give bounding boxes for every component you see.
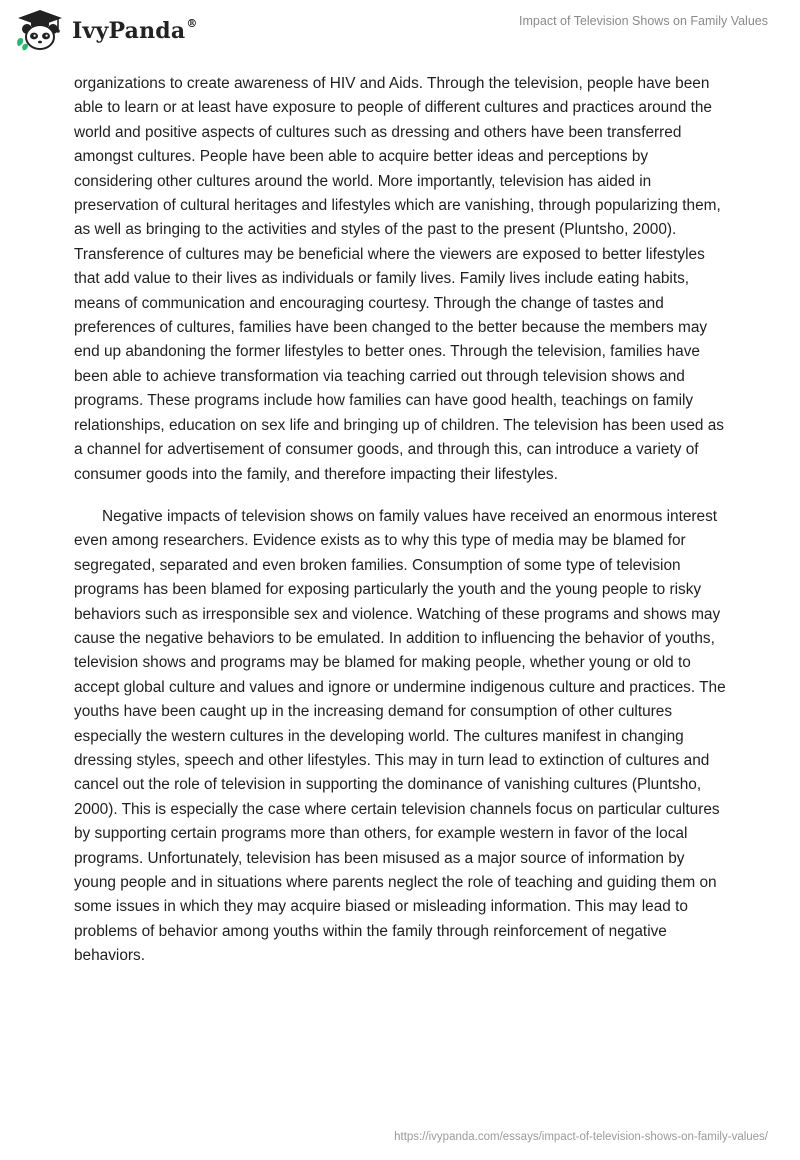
page-header <box>0 0 800 64</box>
paragraph: organizations to create awareness of HIV and Aids. Through the television, people have been able to learn or at least have exposure to people of different cultures and practices around the world and positive aspects of cultures such as dressing and others have been transferred amongst cultures. People have been able to acquire better ideas and perceptions by considering other cultures around the world. More importantly, television has aided in preservation of cultural heritages and lifestyles which are vanishing, through popularizing them, as well as bringing to the activities and styles of the past to the present (Pluntsho, 2000). Transference of cultures may be beneficial where the viewers are exposed to better lifestyles that add value to their lives as individuals or family lives. Family lives include eating habits, means of communication and encouraging courtesy. Through the change of tastes and preferences of cultures, families have been changed to the better because the members may end up abandoning the former lifestyles to better ones. Through the television, families have been able to achieve transformation via teaching carried out through television shows and programs. These programs include how families can have good health, teachings on family relationships, education on sex life and bringing up of children. The television has been used as a channel for advertisement of consumer goods, and through this, can introduce a variety of consumer goods into the family, and therefore impacting their lifestyles. <box>74 75 724 483</box>
essay-body <box>74 72 726 969</box>
registered-mark: ® <box>186 16 198 30</box>
panda-graduation-cap-icon <box>14 8 66 52</box>
document-title: Impact of Television Shows on Family Values <box>519 14 768 28</box>
source-url[interactable]: https://ivypanda.com/essays/impact-of-television-shows-on-family-values/ <box>394 1131 768 1143</box>
paragraph: Negative impacts of television shows on family values have received an enormous interest even among researchers. Evidence exists as to why this type of media may be blamed for segregated, separated and even broken families. Consumption of some type of television programs has been blamed for exposing particularly the youth and the young people to risky behaviors such as irresponsible sex and violence. Watching of these programs and shows may cause the negative behaviors to be emulated. In addition to influencing the behavior of youths, television shows and programs may be blamed for making people, whether young or old to accept global culture and values and ignore or undermine indigenous culture and practices. The youths have been caught up in the increasing demand for consumption of other cultures especially the western cultures in the developing world. The cultures manifest in changing dressing styles, speech and other lifestyles. This may in turn lead to extinction of cultures and cancel out the role of television in supporting the dominance of vanishing cultures (Pluntsho, 2000). This is especially the case where certain television channels focus on particular cultures by supporting certain programs more than others, for example western in favor of the local programs. Unfortunately, television has been misused as a major source of information by young people and in situations where parents neglect the role of teaching and guiding them on some issues in which they may acquire biased or misleading information. This may lead to problems of behavior among youths within the family through reinforcement of negative behaviors. <box>74 507 726 965</box>
ivypanda-logo[interactable] <box>14 8 198 52</box>
brand-name: IvyPanda® <box>72 16 198 44</box>
